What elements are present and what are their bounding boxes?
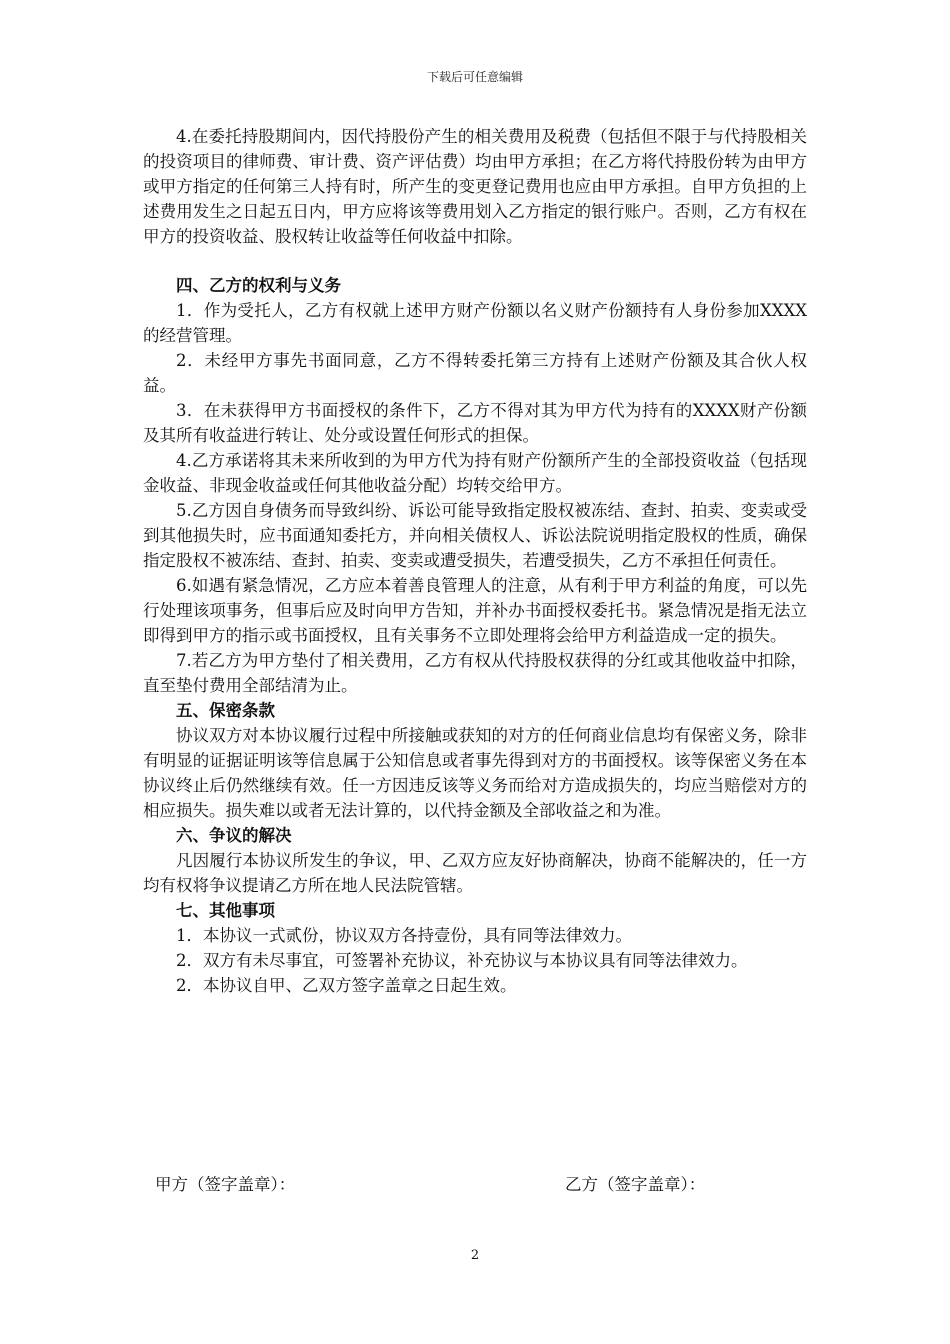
clause-4-6: 6.如遇有紧急情况，乙方应本着善良管理人的注意，从有利于甲方利益的角度，可以先行处理该项事务，但事后应及时向甲方告知，并补办书面授权委托书。紧急情况是指无法立即得到甲方的指示或书面授权，且有关事务不立即处理将会给甲方利益造成一定的损失。 xyxy=(143,576,807,645)
page-header: 下载后可任意编辑 xyxy=(426,70,523,84)
clause-4-1: 1．作为受托人，乙方有权就上述甲方财产份额以名义财产份额持有人身份参加XXXX的经营管理。 xyxy=(143,301,807,345)
clause-4-2: 2．未经甲方事先书面同意，乙方不得转委托第三方持有上述财产份额及其合伙人权益。 xyxy=(143,351,807,395)
party-b-signature-label: 乙方（签字盖章）： xyxy=(565,1175,706,1194)
section-heading-7: 七、其他事项 xyxy=(176,901,275,920)
clause-7-3: 2．本协议自甲、乙双方签字盖章之日起生效。 xyxy=(176,976,517,995)
clause-4-4: 4.乙方承诺将其未来所收到的为甲方代为持有财产份额所产生的全部投资收益（包括现金收益、非现金收益或任何其他收益分配）均转交给甲方。 xyxy=(143,451,807,495)
clause-6-dispute: 凡因履行本协议所发生的争议，甲、乙双方应友好协商解决，协商不能解决的，任一方均有权将争议提请乙方所在地人民法院管辖。 xyxy=(143,851,807,895)
document-body xyxy=(143,124,807,998)
clause-4-7: 7.若乙方为甲方垫付了相关费用，乙方有权从代持股权获得的分红或其他收益中扣除，直至垫付费用全部结清为止。 xyxy=(143,651,807,695)
clause-3-4-fees: 4.在委托持股期间内，因代持股份产生的相关费用及税费（包括但不限于与代持股相关的投资项目的律师费、审计费、资产评估费）均由甲方承担；在乙方将代持股份转为由甲方或甲方指定的任何第三人持有时，所产生的变更登记费用也应由甲方承担。自甲方负担的上述费用发生之日起五日内，甲方应将该等费用划入乙方指定的银行账户。否则，乙方有权在甲方的投资收益、股权转让收益等任何收益中扣除。 xyxy=(143,127,807,246)
page-number: 2 xyxy=(470,1248,480,1263)
clause-4-3: 3．在未获得甲方书面授权的条件下，乙方不得对其为甲方代为持有的XXXX财产份额及其所有收益进行转让、处分或设置任何形式的担保。 xyxy=(143,401,807,445)
clause-7-1: 1．本协议一式贰份，协议双方各持壹份，具有同等法律效力。 xyxy=(176,926,632,945)
clause-7-2: 2．双方有未尽事宜，可签署补充协议，补充协议与本协议具有同等法律效力。 xyxy=(176,951,748,970)
section-heading-6: 六、争议的解决 xyxy=(176,826,292,845)
party-a-signature-label: 甲方（签字盖章）： xyxy=(155,1175,296,1194)
clause-5-confidentiality: 协议双方对本协议履行过程中所接触或获知的对方的任何商业信息均有保密义务，除非有明显的证据证明该等信息属于公知信息或者事先得到对方的书面授权。该等保密义务在本协议终止后仍然继续有效。任一方因违反该等义务而给对方造成损失的，均应当赔偿对方的相应损失。损失难以或者无法计算的，以代持金额及全部收益之和为准。 xyxy=(143,726,807,820)
section-heading-5: 五、保密条款 xyxy=(176,701,275,720)
section-heading-4: 四、乙方的权利与义务 xyxy=(176,276,341,295)
clause-4-5: 5.乙方因自身债务而导致纠纷、诉讼可能导致指定股权被冻结、查封、拍卖、变卖或受到其他损失时，应书面通知委托方，并向相关债权人、诉讼法院说明指定股权的性质，确保指定股权不被冻结、查封、拍卖、变卖或遭受损失，若遭受损失，乙方不承担任何责任。 xyxy=(143,501,807,570)
